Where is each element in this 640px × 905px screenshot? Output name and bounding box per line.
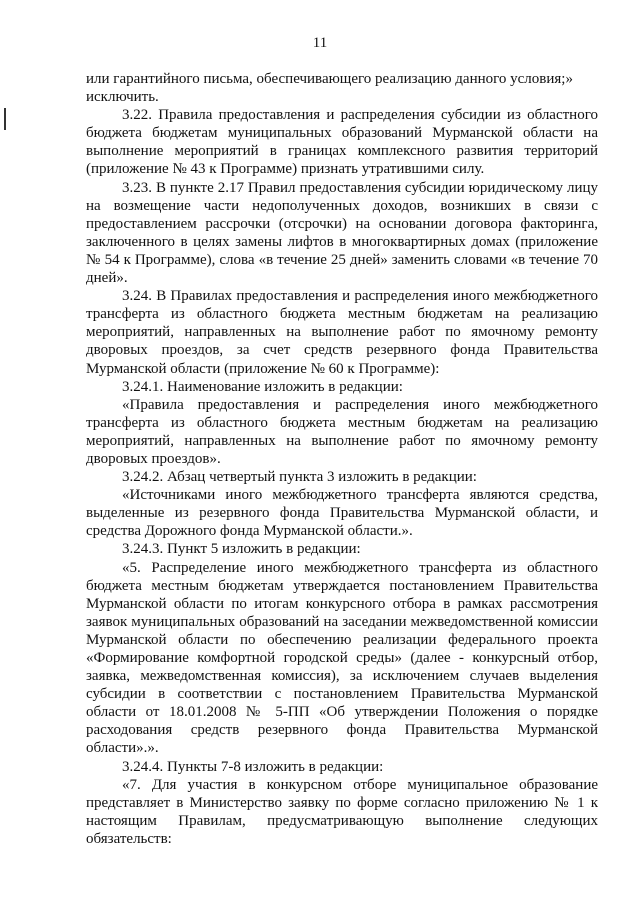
document-body bbox=[86, 70, 598, 848]
paragraph: или гарантийного письма, обеспечивающего реализацию данного условия;» bbox=[86, 71, 573, 87]
page-number: 11 bbox=[312, 35, 328, 51]
paragraph: 3.24. В Правилах предоставления и распределения иного межбюджетного трансферта из областного бюджета местным бюджетам на реализацию мероприятий, направленных на выполнение работ по ямочному ремонту дворовых проездов, за счет средств резервного фонда Правительства Мурманской области (приложение № 60 к Программе): bbox=[86, 288, 598, 377]
paragraph: 3.24.1. Наименование изложить в редакции: bbox=[122, 378, 403, 395]
paragraph: «5. Распределение иного межбюджетного трансферта из областного бюджета местным бюджетам утверждается постановлением Правительства Мурманской области по итогам конкурсного отбора в рамках рассмотрения заявок муниципальных образований на заседании межведомственной комиссии Мурманской области по обеспечению реализации федерального проекта «Формирование комфортной городской среды» (далее - конкурсный отбор, заявка, межведомственная комиссия), за исключением случаев выделения субсидии в соответствии с постановлением Правительства Мурманской области от 18.01.2008 № 5-ПП «Об утверждении Положения о порядке расходования средств резервного фонда Правительства Мурманской области».». bbox=[86, 559, 598, 757]
paragraph: «Правила предоставления и распределения иного межбюджетного трансферта из областного бюджета местным бюджетам на реализацию мероприятий, направленных на выполнение работ по ямочному ремонту дворовых проездов». bbox=[86, 396, 598, 467]
paragraph: 3.24.2. Абзац четвертый пункта 3 изложить в редакции: bbox=[122, 469, 477, 486]
paragraph: исключить. bbox=[86, 89, 159, 106]
paragraph: 3.24.3. Пункт 5 изложить в редакции: bbox=[122, 541, 361, 558]
margin-mark bbox=[4, 108, 6, 130]
paragraph: 3.22. Правила предоставления и распределения субсидии из областного бюджета бюджетам муниципальных образований Мурманской области на выполнение мероприятий в границах комплексного развития территорий (приложение № 43 к Программе) признать утратившими силу. bbox=[86, 107, 598, 178]
paragraph: «7. Для участия в конкурсном отборе муниципальное образование представляет в Министерство заявку по форме согласно приложению № 1 к настоящим Правилам, предусматривающую выполнение следующих обязательств: bbox=[86, 776, 598, 847]
paragraph: 3.23. В пункте 2.17 Правил предоставления субсидии юридическому лицу на возмещение части недополученных доходов, возникших в связи с предоставлением рассрочки (отсрочки) на основании договора факторинга, заключенного в целях замены лифтов в многоквартирных домах (приложение № 54 к Программе), слова «в течение 25 дней» заменить словами «в течение 70 дней». bbox=[86, 179, 598, 287]
paragraph: «Источниками иного межбюджетного трансферта являются средства, выделенные из резервного фонда Правительства Мурманской области, и средства Дорожного фонда Мурманской области.». bbox=[86, 487, 598, 540]
paragraph: 3.24.4. Пункты 7-8 изложить в редакции: bbox=[122, 758, 384, 775]
